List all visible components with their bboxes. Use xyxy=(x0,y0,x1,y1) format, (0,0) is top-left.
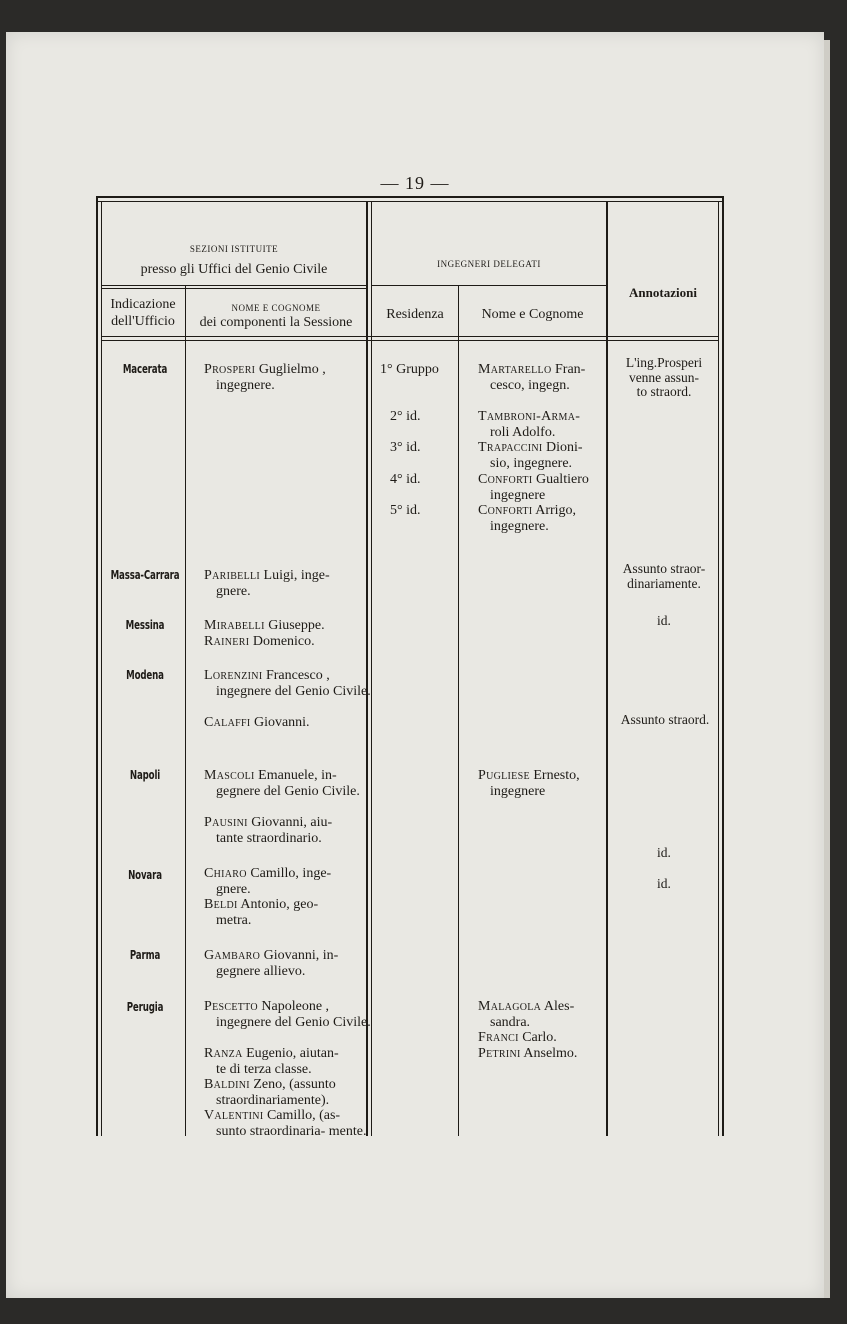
place-novara: Novara xyxy=(128,868,162,882)
col-header-annotazioni: Annotazioni xyxy=(629,285,697,300)
residenza-3: 3° id. xyxy=(390,440,421,455)
member-entry: Prosperi Guglielmo , ingegnere. xyxy=(204,362,326,393)
rule-right-inner xyxy=(718,201,719,1136)
delegate-entry: Conforti Gualtiero ingegnere xyxy=(478,472,589,503)
col-header-indicazione-2: dell'Ufficio xyxy=(111,314,175,329)
rule-right xyxy=(722,196,724,1136)
group-header-delegati: INGEGNERI DELEGATI xyxy=(437,259,541,269)
col-sep-4 xyxy=(606,201,608,1136)
member-entry: Valentini Camillo, (as- sunto straordinaria- mente. xyxy=(204,1108,367,1139)
col-header-nome-2: dei componenti la Sessione xyxy=(199,315,353,330)
col-header-nome: NOME E COGNOME xyxy=(231,303,321,313)
member-entry: Raineri Domenico. xyxy=(204,634,315,649)
place-macerata: Macerata xyxy=(122,362,168,376)
group-header-sezioni: SEZIONI ISTITUITE xyxy=(189,244,279,254)
place-napoli: Napoli xyxy=(129,768,161,782)
book-page xyxy=(6,32,824,1298)
member-entry: Calaffi Giovanni. xyxy=(204,715,310,730)
place-messina: Messina xyxy=(125,618,165,632)
member-entry: Pausini Giovanni, aiu- tante straordinario. xyxy=(204,815,333,846)
note-novara-2: id. xyxy=(657,876,671,891)
place-modena: Modena xyxy=(126,668,164,682)
page-edge xyxy=(824,40,830,1298)
residenza-2: 2° id. xyxy=(390,409,421,424)
delegate-entry: Petrini Anselmo. xyxy=(478,1046,578,1061)
delegate-entry: Malagola Ales- sandra. xyxy=(478,999,575,1030)
group-header-sezioni-sub: presso gli Uffici del Genio Civile xyxy=(140,262,328,277)
page-number: — 19 — xyxy=(380,173,450,193)
member-entry: Mascoli Emanuele, in- gegnere del Genio Civile. xyxy=(204,768,360,799)
residenza-4: 4° id. xyxy=(390,472,421,487)
delegate-entry: Trapaccini Dioni- sio, ingegnere. xyxy=(478,440,583,471)
rule-top-inner xyxy=(96,201,724,202)
member-entry: Mirabelli Giuseppe. xyxy=(204,618,325,633)
delegate-entry: Tambroni-Arma- roli Adolfo. xyxy=(478,409,581,440)
residenza-1: 1° Gruppo xyxy=(380,362,439,377)
col-sep-3 xyxy=(458,285,459,1136)
delegate-entry: Pugliese Ernesto, ingegnere xyxy=(478,768,580,799)
note-massa-carrara: Assunto straor- dinariamente. xyxy=(622,561,706,591)
rule-header-bottom xyxy=(101,336,719,337)
member-entry: Paribelli Luigi, inge- gnere. xyxy=(204,568,330,599)
note-messina: id. xyxy=(657,613,671,628)
rule-header-mid-right xyxy=(371,285,607,286)
delegate-entry: Conforti Arrigo, ingegnere. xyxy=(478,503,577,534)
rule-left xyxy=(96,196,98,1136)
member-entry: Baldini Zeno, (assunto straordinariamente). xyxy=(204,1077,336,1108)
rule-header-mid-left xyxy=(101,285,367,286)
rule-header-bottom-2 xyxy=(101,340,719,341)
member-entry: Ranza Eugenio, aiutan- te di terza classe. xyxy=(204,1046,339,1077)
member-entry: Lorenzini Francesco , ingegnere del Genio Civile. xyxy=(204,668,371,699)
rule-top xyxy=(96,196,724,198)
member-entry: Beldi Antonio, geo- metra. xyxy=(204,897,319,928)
rule-header-mid-left-2 xyxy=(101,288,367,289)
note-novara-1: id. xyxy=(657,845,671,860)
col-header-residenza: Residenza xyxy=(386,307,444,322)
member-entry: Gambaro Giovanni, in- gegnere allievo. xyxy=(204,948,339,979)
col-header-indicazione: Indicazione xyxy=(110,297,176,312)
note-modena: Assunto straord. xyxy=(620,712,710,727)
delegate-entry: Franci Carlo. xyxy=(478,1030,557,1045)
place-parma: Parma xyxy=(129,948,161,962)
member-entry: Chiaro Camillo, inge- gnere. xyxy=(204,866,332,897)
member-entry: Pescetto Napoleone , ingegnere del Genio Civile. xyxy=(204,999,371,1030)
place-massa-carrara: Massa-Carrara xyxy=(110,568,180,582)
delegate-entry: Martarello Fran- cesco, ingegn. xyxy=(478,362,586,393)
col-header-nome-cognome: Nome e Cognome xyxy=(481,307,584,322)
delegates-table xyxy=(96,196,724,1139)
note-macerata: L'ing.Prosperi venne assun- to straord. xyxy=(625,355,703,399)
place-perugia: Perugia xyxy=(126,1000,164,1014)
residenza-5: 5° id. xyxy=(390,503,421,518)
